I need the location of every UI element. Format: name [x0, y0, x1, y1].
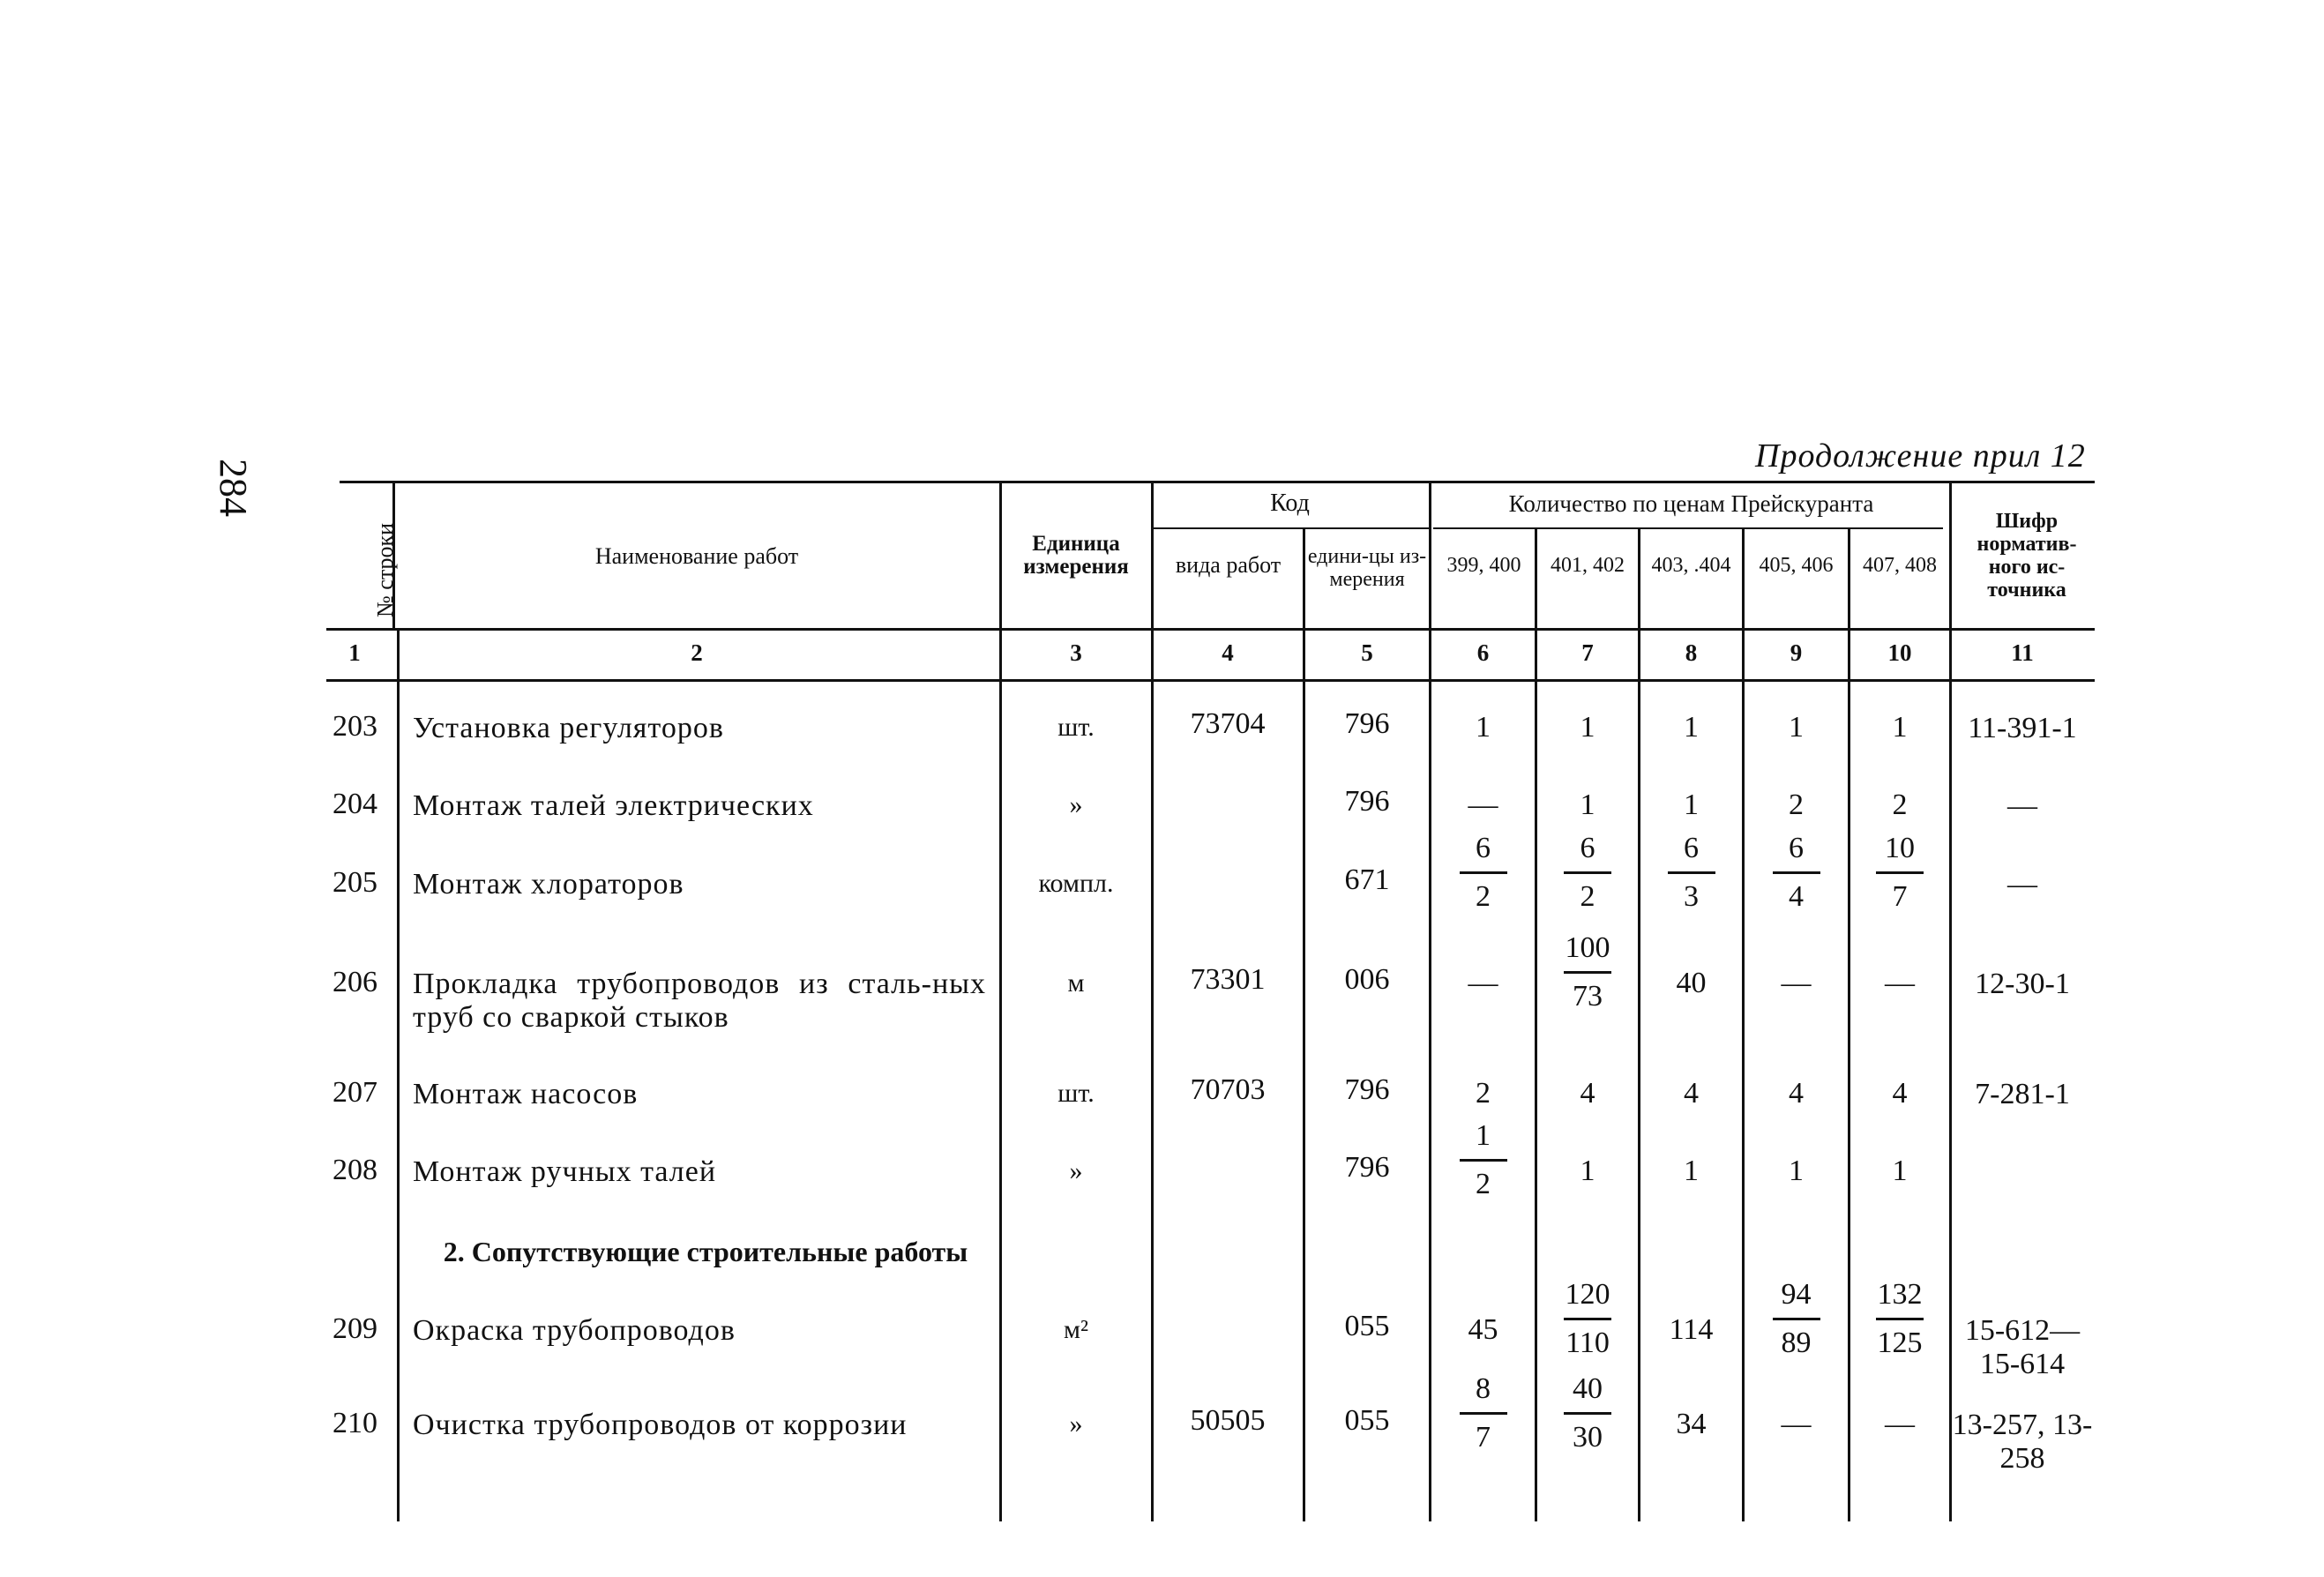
quantity-fraction [1640, 831, 1742, 915]
quantity-cell: 1 [1580, 788, 1595, 821]
unit-code-cell: 796 [1344, 707, 1390, 740]
quantity-cell: — [1781, 967, 1812, 999]
fraction-numerator: 1 [1476, 1119, 1491, 1152]
row-number: 208 [333, 1154, 377, 1186]
fraction-denominator: 125 [1877, 1327, 1923, 1359]
fraction-bar [1564, 971, 1611, 974]
unit-code-cell: 796 [1344, 1151, 1390, 1184]
quantity-cell: 45 [1468, 1313, 1498, 1346]
row-number: 206 [333, 966, 377, 998]
header-q-col: 399, 400 [1446, 554, 1521, 577]
col-number: 8 [1685, 639, 1698, 666]
unit-cell: м² [1064, 1315, 1088, 1344]
quantity-cell: 40 [1676, 967, 1707, 999]
col-number: 3 [1070, 639, 1082, 666]
header-q-col: 405, 406 [1759, 554, 1834, 577]
fraction-bar [1460, 1159, 1507, 1162]
fraction-bar [1668, 871, 1715, 874]
col-divider [1848, 527, 1850, 1521]
quantity-cell: 1 [1789, 1155, 1804, 1187]
fraction-bar [1876, 1318, 1924, 1320]
work-code-cell: 70703 [1190, 1073, 1266, 1106]
fraction-denominator: 89 [1781, 1327, 1812, 1359]
fraction-bar [1564, 871, 1611, 874]
col-divider [1429, 481, 1431, 1521]
quantity-cell: 1 [1684, 1155, 1699, 1187]
row-number: 203 [333, 710, 377, 743]
quantity-fraction [1431, 1118, 1535, 1202]
quantity-fraction [1850, 1277, 1949, 1361]
fraction-numerator: 132 [1877, 1278, 1923, 1311]
quantity-cell: — [1468, 788, 1498, 821]
fraction-numerator: 6 [1580, 832, 1595, 864]
header-row-no-text: № строки [372, 522, 398, 617]
row-number: 204 [333, 788, 377, 820]
work-name: Окраска трубопроводов [413, 1314, 736, 1347]
quantity-cell: — [1885, 1408, 1915, 1440]
source-cell: — [2007, 789, 2037, 822]
quantity-fraction [1745, 831, 1848, 915]
fraction-denominator: 2 [1476, 880, 1491, 913]
work-name: Прокладка трубопроводов из сталь-ных труб со сваркой стыков [413, 968, 986, 1034]
fraction-numerator: 100 [1565, 931, 1610, 964]
quantity-cell: 4 [1580, 1077, 1595, 1110]
unit-cell: » [1069, 1409, 1083, 1439]
header-row-no [328, 494, 398, 626]
quantity-cell: — [1885, 967, 1915, 999]
work-name: Монтаж талей электрических [413, 789, 814, 822]
unit-cell: шт. [1057, 713, 1095, 742]
fraction-bar [1460, 871, 1507, 874]
fraction-bar [1460, 1412, 1507, 1415]
quantity-fraction [1537, 831, 1638, 915]
header-q-col: 401, 402 [1551, 554, 1625, 577]
quantity-fraction [1537, 931, 1638, 1014]
quantity-cell: 1 [1892, 1155, 1908, 1187]
quantity-cell: 2 [1789, 788, 1804, 821]
quantity-cell: 2 [1892, 788, 1908, 821]
unit-cell: » [1069, 790, 1083, 819]
quantity-cell: 1 [1684, 711, 1699, 744]
source-cell: — [2007, 868, 2037, 901]
quantity-cell: 1 [1892, 711, 1908, 744]
fraction-denominator: 7 [1892, 880, 1908, 913]
quantity-fraction [1850, 831, 1949, 915]
col-number: 2 [691, 639, 703, 666]
table-top-rule [340, 481, 2095, 483]
fraction-numerator: 94 [1781, 1278, 1812, 1311]
col-number: 4 [1222, 639, 1234, 666]
fraction-numerator: 120 [1565, 1278, 1610, 1311]
row-number: 210 [333, 1407, 377, 1439]
quantity-cell: 1 [1580, 1155, 1595, 1187]
unit-cell: шт. [1057, 1079, 1095, 1108]
fraction-denominator: 2 [1476, 1168, 1491, 1200]
quantity-fraction [1431, 831, 1535, 915]
work-name: Монтаж насосов [413, 1078, 639, 1110]
page-number: 284 [212, 459, 255, 517]
col-divider [1151, 481, 1154, 1521]
fraction-bar [1564, 1412, 1611, 1415]
work-name: Очистка трубопроводов от коррозии [413, 1409, 908, 1441]
quantity-cell: 114 [1669, 1313, 1714, 1346]
header-bottom-rule [326, 628, 2095, 631]
col-divider [1638, 527, 1640, 1521]
quantity-cell: 1 [1476, 711, 1491, 744]
source-cell: 15-612— 15-614 [1964, 1314, 2081, 1380]
quantity-subheader-rule [1433, 527, 1943, 529]
quantity-cell: 4 [1684, 1077, 1699, 1110]
unit-cell: » [1069, 1156, 1083, 1185]
work-name: Монтаж хлораторов [413, 868, 684, 901]
unit-code-cell: 671 [1344, 863, 1390, 896]
colnum-bottom-rule [326, 679, 2095, 682]
unit-code-cell: 796 [1344, 1073, 1390, 1106]
work-code-cell: 50505 [1190, 1404, 1266, 1437]
header-name: Наименование работ [594, 543, 799, 569]
header-unit: Единица измерения [1023, 532, 1129, 579]
fraction-denominator: 2 [1580, 880, 1595, 913]
unit-code-cell: 055 [1344, 1404, 1390, 1437]
col-number: 9 [1790, 639, 1803, 666]
work-name: Монтаж ручных талей [413, 1155, 717, 1188]
quantity-cell: 4 [1789, 1077, 1804, 1110]
col-number: 11 [2011, 639, 2034, 666]
fraction-denominator: 3 [1684, 880, 1699, 913]
row-number: 205 [333, 866, 377, 899]
col-divider [999, 481, 1002, 1521]
fraction-numerator: 8 [1476, 1372, 1491, 1405]
col-divider [1303, 527, 1305, 1521]
source-cell: 13-257, 13-258 [1952, 1409, 2093, 1475]
fraction-bar [1564, 1318, 1611, 1320]
col-divider [1742, 527, 1745, 1521]
source-cell: 7-281-1 [1975, 1078, 2070, 1110]
quantity-cell: 2 [1476, 1077, 1491, 1110]
quantity-cell: — [1468, 967, 1498, 999]
quantity-cell: 1 [1789, 711, 1804, 744]
quantity-fraction [1537, 1371, 1638, 1455]
header-source: Шифр норматив-ного ис-точника [1977, 510, 2077, 602]
unit-code-cell: 006 [1344, 963, 1390, 996]
unit-cell: компл. [1038, 869, 1114, 898]
code-subheader-rule [1151, 527, 1429, 529]
fraction-bar [1876, 871, 1924, 874]
quantity-cell: — [1781, 1408, 1812, 1440]
work-code-cell: 73301 [1190, 963, 1266, 996]
header-code-work: вида работ [1175, 552, 1282, 578]
header-q-col: 403, .404 [1651, 554, 1731, 577]
quantity-cell: 1 [1580, 711, 1595, 744]
section-heading: 2. Сопутствующие строительные работы [443, 1236, 968, 1267]
fraction-denominator: 4 [1789, 880, 1804, 913]
row-number: 207 [333, 1076, 377, 1109]
fraction-numerator: 40 [1573, 1372, 1603, 1405]
unit-code-cell: 796 [1344, 785, 1390, 818]
source-cell: 12-30-1 [1975, 968, 2070, 1000]
col-number: 7 [1581, 639, 1594, 666]
header-quantity: Количество по ценам Прейскуранта [1508, 490, 1874, 517]
quantity-cell: 4 [1892, 1077, 1908, 1110]
work-code-cell: 73704 [1190, 707, 1266, 740]
header-q-col: 407, 408 [1863, 554, 1937, 577]
header-code-unit: едини-цы из-мерения [1307, 545, 1427, 591]
quantity-cell: 1 [1684, 788, 1699, 821]
quantity-cell: 34 [1676, 1408, 1707, 1440]
source-cell: 11-391-1 [1968, 712, 2077, 744]
quantity-fraction [1745, 1277, 1848, 1361]
col-number: 10 [1887, 639, 1912, 666]
col-number: 5 [1361, 639, 1373, 666]
col-number: 6 [1476, 639, 1490, 666]
fraction-numerator: 6 [1684, 832, 1699, 864]
col-number: 1 [348, 639, 361, 666]
fraction-denominator: 73 [1573, 980, 1603, 1013]
fraction-numerator: 6 [1476, 832, 1491, 864]
fraction-bar [1773, 871, 1820, 874]
fraction-denominator: 7 [1476, 1421, 1491, 1454]
fraction-denominator: 110 [1566, 1327, 1610, 1359]
fraction-numerator: 10 [1885, 832, 1915, 864]
continuation-title: Продолжение прил 12 [1755, 437, 2086, 475]
quantity-fraction [1431, 1371, 1535, 1455]
work-name: Установка регуляторов [413, 712, 724, 744]
fraction-bar [1773, 1318, 1820, 1320]
row-number: 209 [333, 1312, 377, 1345]
fraction-numerator: 6 [1789, 832, 1804, 864]
unit-code-cell: 055 [1344, 1310, 1390, 1342]
col-divider [397, 628, 400, 1521]
unit-cell: м [1067, 968, 1085, 998]
quantity-fraction [1537, 1277, 1638, 1361]
fraction-denominator: 30 [1573, 1421, 1603, 1454]
header-code: Код [1270, 490, 1310, 517]
